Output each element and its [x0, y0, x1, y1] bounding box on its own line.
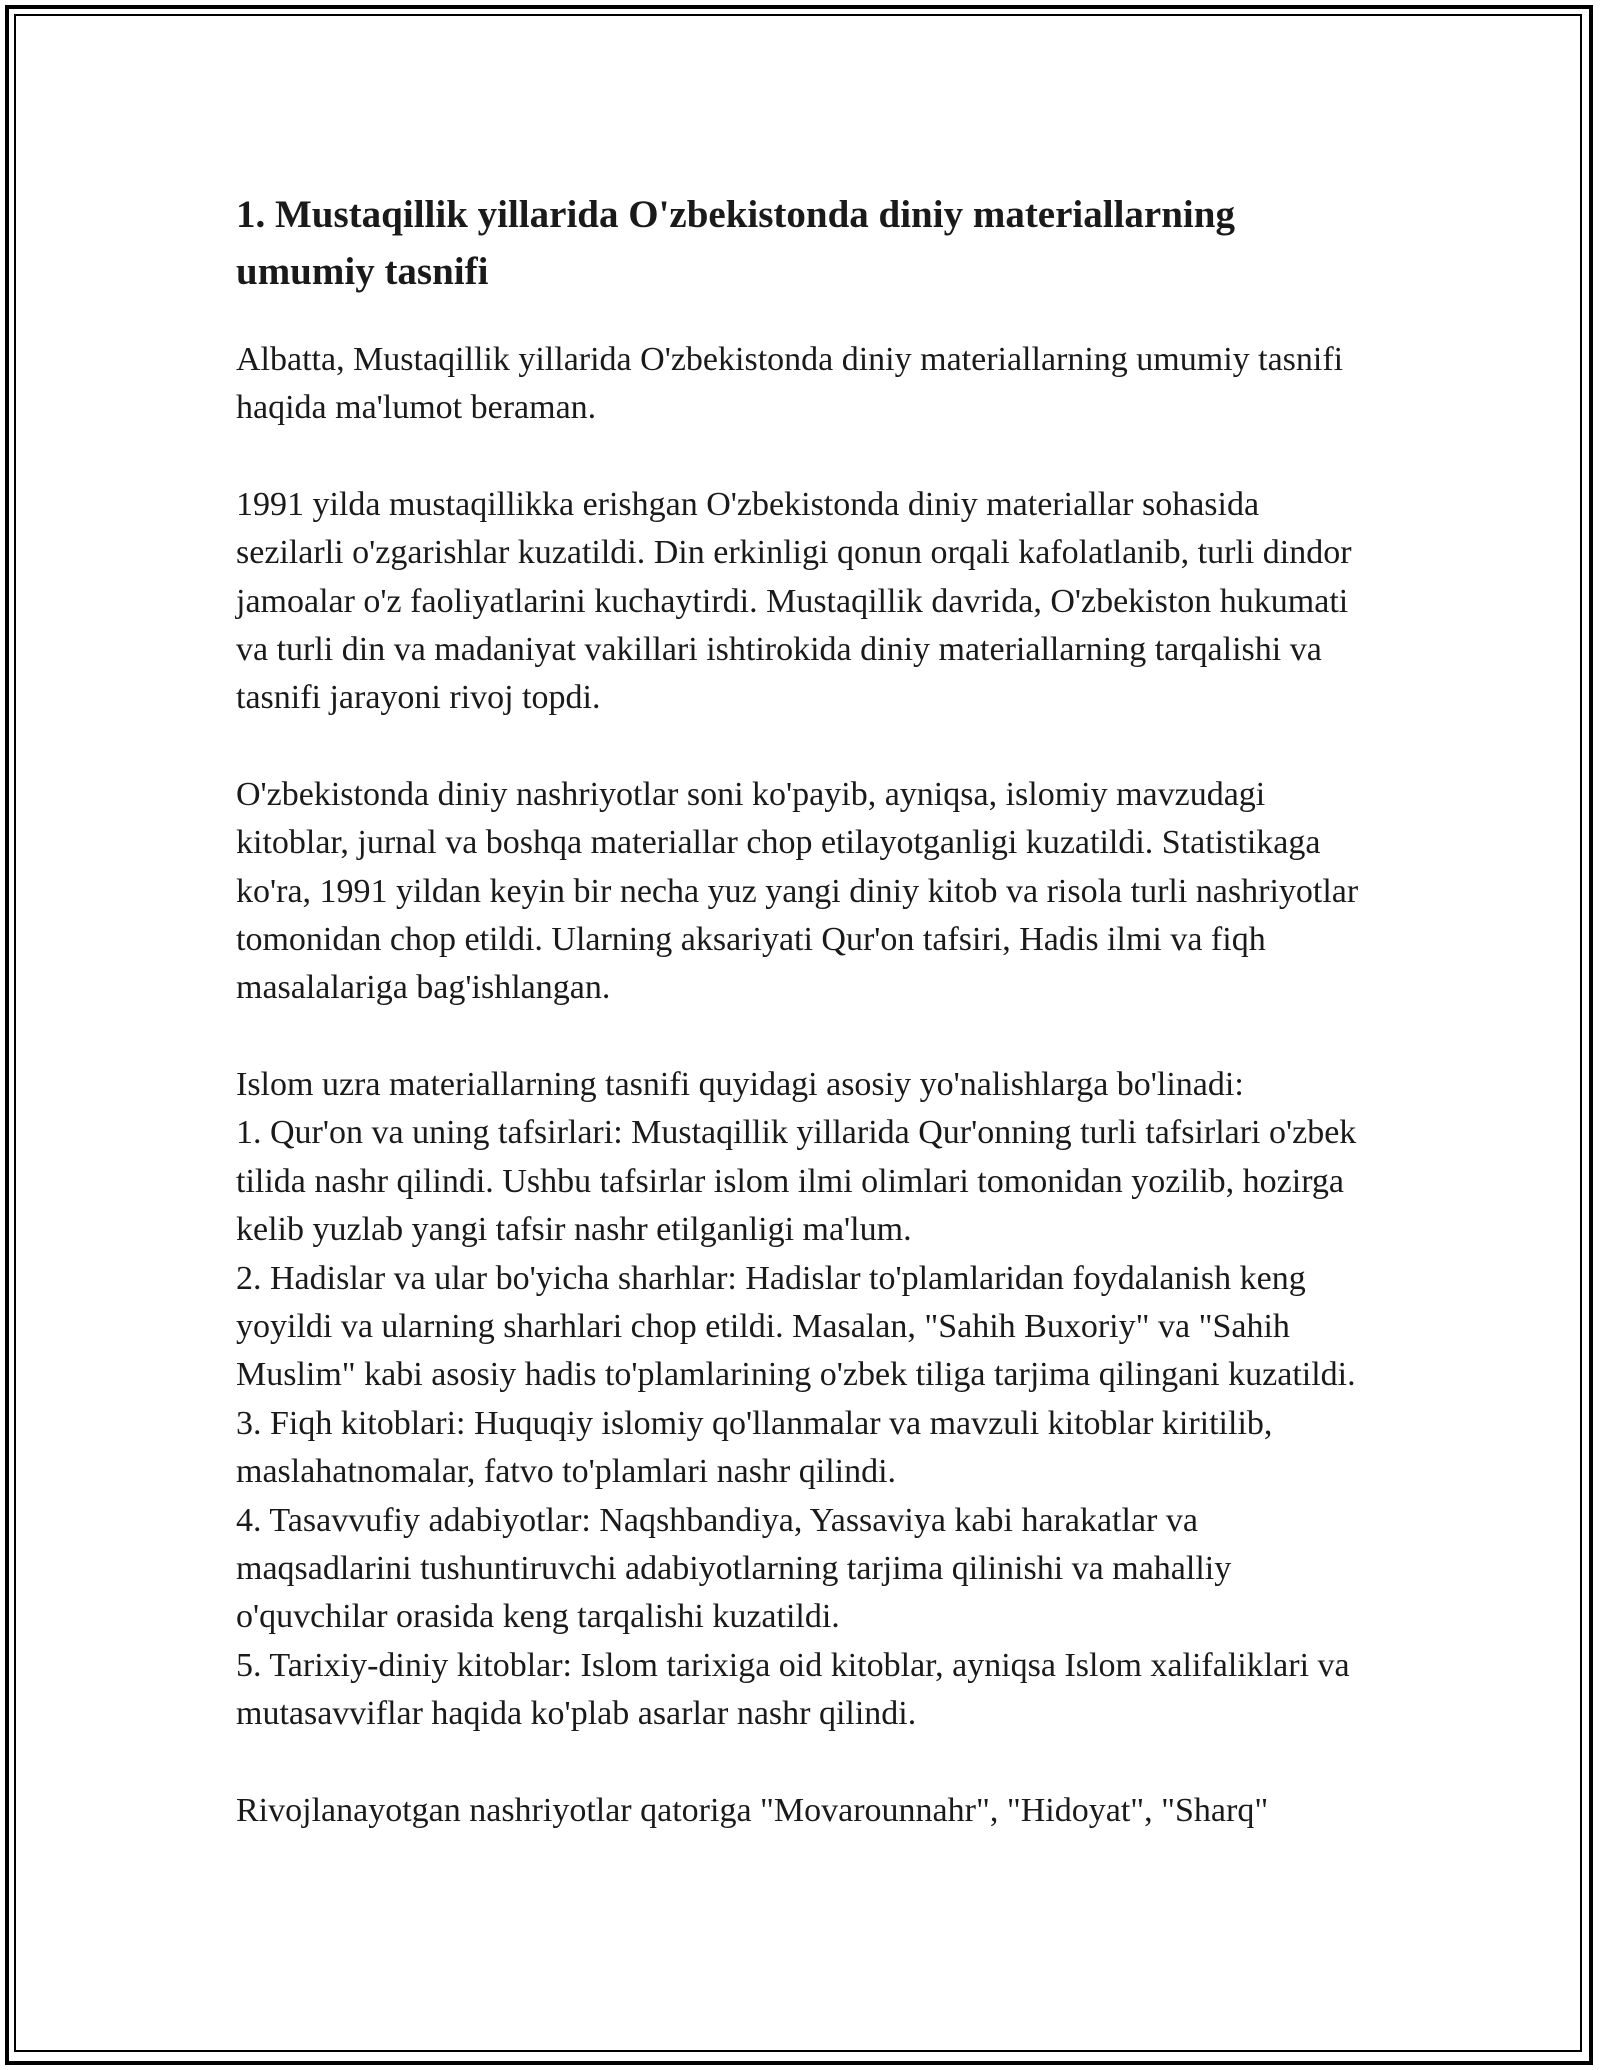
document-body: [236, 186, 1366, 1883]
classification-list: [236, 1061, 1366, 1739]
list-item-history: 5. Tarixiy-diniy kitoblar: Islom tarixiga oid kitoblar, ayniqsa Islom xalifaliklari va mutasavviflar haqida ko'plab asarlar nashr qilindi.: [236, 1646, 1350, 1733]
list-item-tasavvuf: 4. Tasavvufiy adabiyotlar: Naqshbandiya, Yassaviya kabi harakatlar va maqsadlarini tushuntiruvchi adabiyotlarning tarjima qilinishi va mahalliy o'quvchilar orasida keng tarqalishi kuzatildi.: [236, 1501, 1232, 1636]
document-title: 1. Mustaqillik yillarida O'zbekistonda diniy materiallarning umumiy tasnifi: [236, 193, 1235, 293]
list-intro: Islom uzra materiallarning tasnifi quyidagi asosiy yo'nalishlarga bo'linadi:: [236, 1065, 1244, 1103]
list-item-quran: 1. Qur'on va uning tafsirlari: Mustaqillik yillarida Qur'onning turli tafsirlari o'zbek tilida nashr qilindi. Ushbu tafsirlar islom ilmi olimlari tomonidan yozilib, hozirga kelib yuzlab yangi tafsir nashr etilganligi ma'lum.: [236, 1114, 1357, 1249]
intro-paragraph: Albatta, Mustaqillik yillarida O'zbekistonda diniy materiallarning umumiy tasnifi haqida ma'lumot beraman.: [236, 341, 1344, 427]
paragraph-publishers: O'zbekistonda diniy nashriyotlar soni ko'payib, ayniqsa, islomiy mavzudagi kitoblar, jurnal va boshqa materiallar chop etilayotganligi kuzatildi. Statistikaga ko'ra, 1991 yildan keyin bir necha yuz yangi diniy kitob va risola turli nashriyotlar tomonidan chop etildi. Ularning aksariyati Qur'on tafsiri, Hadis ilmi va fiqh masalalariga bag'ishlangan.: [236, 775, 1359, 1007]
closing-paragraph: Rivojlanayotgan nashriyotlar qatoriga "Movarounnahr", "Hidoyat", "Sharq": [236, 1791, 1269, 1829]
paragraph-independence: 1991 yilda mustaqillikka erishgan O'zbekistonda diniy materiallar sohasida sezilarli o'zgarishlar kuzatildi. Din erkinligi qonun orqali kafolatlanib, turli dindor jamoalar o'z faoliyatlarini kuchaytirdi. Mustaqillik davrida, O'zbekiston hukumati va turli din va madaniyat vakillari ishtirokida diniy materiallarning tarqalishi va tasnifi jarayoni rivoj topdi.: [236, 485, 1352, 717]
list-item-hadith: 2. Hadislar va ular bo'yicha sharhlar: Hadislar to'plamlaridan foydalanish keng yoyildi va ularning sharhlari chop etildi. Masalan, "Sahih Buxoriy" va "Sahih Muslim" kabi asosiy hadis to'plamlarining o'zbek tiliga tarjima qilingani kuzatildi.: [236, 1259, 1356, 1394]
list-item-fiqh: 3. Fiqh kitoblari: Huquqiy islomiy qo'llanmalar va mavzuli kitoblar kiritilib, maslahatnomalar, fatvo to'plamlari nashr qilindi.: [236, 1404, 1273, 1491]
